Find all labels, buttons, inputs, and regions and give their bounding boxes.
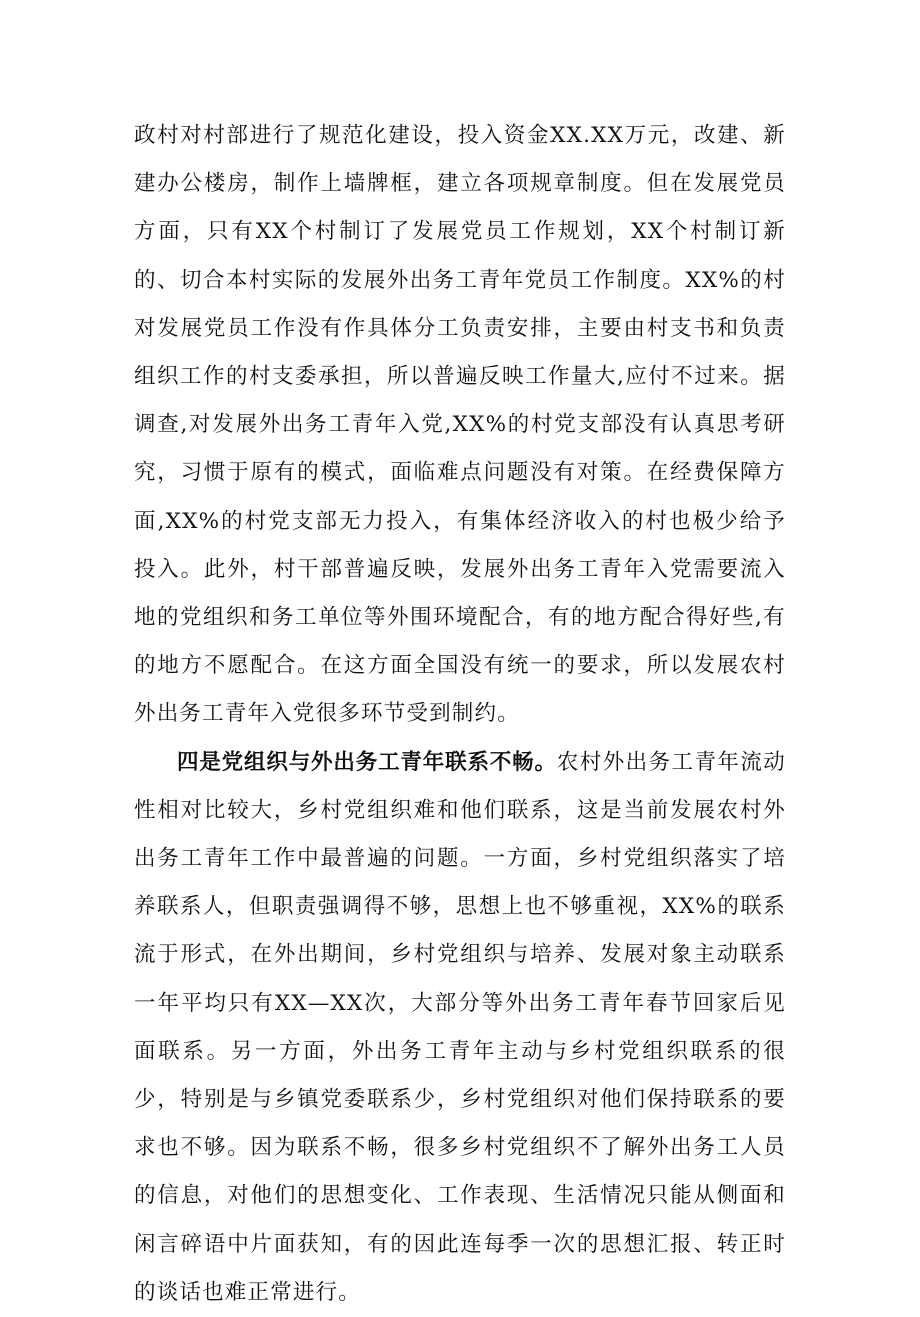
section-heading: 四是党组织与外出务工青年联系不畅。 xyxy=(177,749,557,775)
document-page xyxy=(134,112,786,1317)
body-paragraph-2 xyxy=(134,739,786,1317)
body-paragraph-1: 政村对村部进行了规范化建设，投入资金XX.XX万元，改建、新建办公楼房，制作上墙牌框，建立各项规章制度。但在发展党员方面，只有XX个村制订了发展党员工作规划，XX个村制订新的、切合本村实际的发展外出务工青年党员工作制度。XX%的村对发展党员工作没有作具体分工负责安排，主要由村支书和负责组织工作的村支委承担，所以普遍反映工作量大,应付不过来。据调查,对发展外出务工青年入党,XX%的村党支部没有认真思考研究，习惯于原有的模式，面临难点问题没有对策。在经费保障方面,XX%的村党支部无力投入，有集体经济收入的村也极少给予投入。此外，村干部普遍反映，发展外出务工青年入党需要流入地的党组织和务工单位等外围环境配合，有的地方配合得好些,有的地方不愿配合。在这方面全国没有统一的要求，所以发展农村外出务工青年入党很多环节受到制约。 xyxy=(134,123,786,727)
section-body-text: 农村外出务工青年流动性相对比较大，乡村党组织难和他们联系，这是当前发展农村外出务工青年工作中最普遍的问题。一方面，乡村党组织落实了培养联系人，但职责强调得不够，思想上也不够重视，XX%的联系流于形式，在外出期间，乡村党组织与培养、发展对象主动联系一年平均只有XX—XX次，大部分等外出务工青年春节回家后见面联系。另一方面，外出务工青年主动与乡村党组织联系的很少，特别是与乡镇党委联系少，乡村党组织对他们保持联系的要求也不够。因为联系不畅，很多乡村党组织不了解外出务工人员的信息，对他们的思想变化、工作表现、生活情况只能从侧面和闲言碎语中片面获知，有的因此连每季一次的思想汇报、转正时的谈话也难正常进行。 xyxy=(134,749,786,1305)
